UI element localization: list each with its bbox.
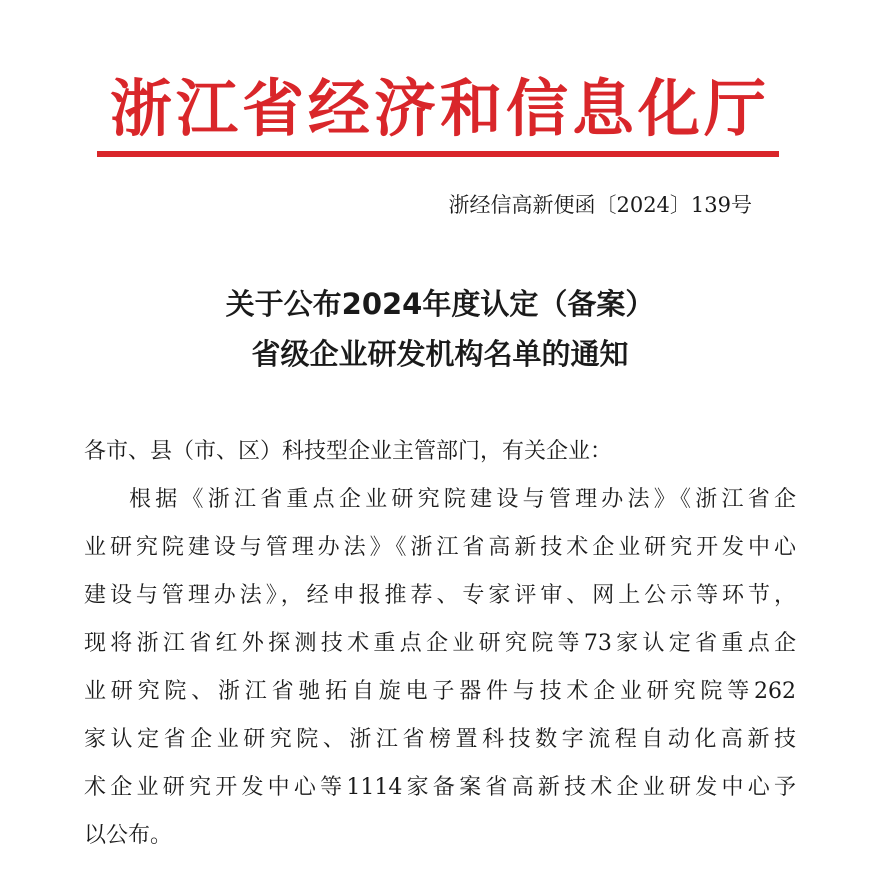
body-line: 以公布。	[84, 823, 173, 848]
body-line: 建设与管理办法》，经申报推荐、专家评审、网上公示等环节，	[84, 583, 796, 608]
red-divider-line	[97, 151, 779, 157]
body-line: 术企业研究开发中心等1114家备案省高新技术企业研发中心予	[84, 775, 796, 800]
body-line: 业研究院建设与管理办法》《浙江省高新技术企业研究开发中心	[84, 535, 796, 560]
document-number: 浙经信高新便函〔2024〕139号	[448, 193, 752, 217]
body-line: 家认定省企业研究院、浙江省榜置科技数字流程自动化高新技	[84, 727, 796, 752]
document-title-line-1: 关于公布2024年度认定（备案）	[225, 287, 655, 321]
body-line: 现将浙江省红外探测技术重点企业研究院等73家认定省重点企	[84, 631, 796, 656]
issuing-authority-masthead: 浙江省经济和信息化厅	[109, 72, 770, 145]
document-title-line-2: 省级企业研发机构名单的通知	[251, 337, 629, 371]
salutation: 各市、县（市、区）科技型企业主管部门，有关企业：	[84, 439, 613, 464]
body-line: 根据《浙江省重点企业研究院建设与管理办法》《浙江省企	[129, 487, 796, 512]
body-line: 业研究院、浙江省驰拓自旋电子器件与技术企业研究院等262	[84, 679, 796, 704]
